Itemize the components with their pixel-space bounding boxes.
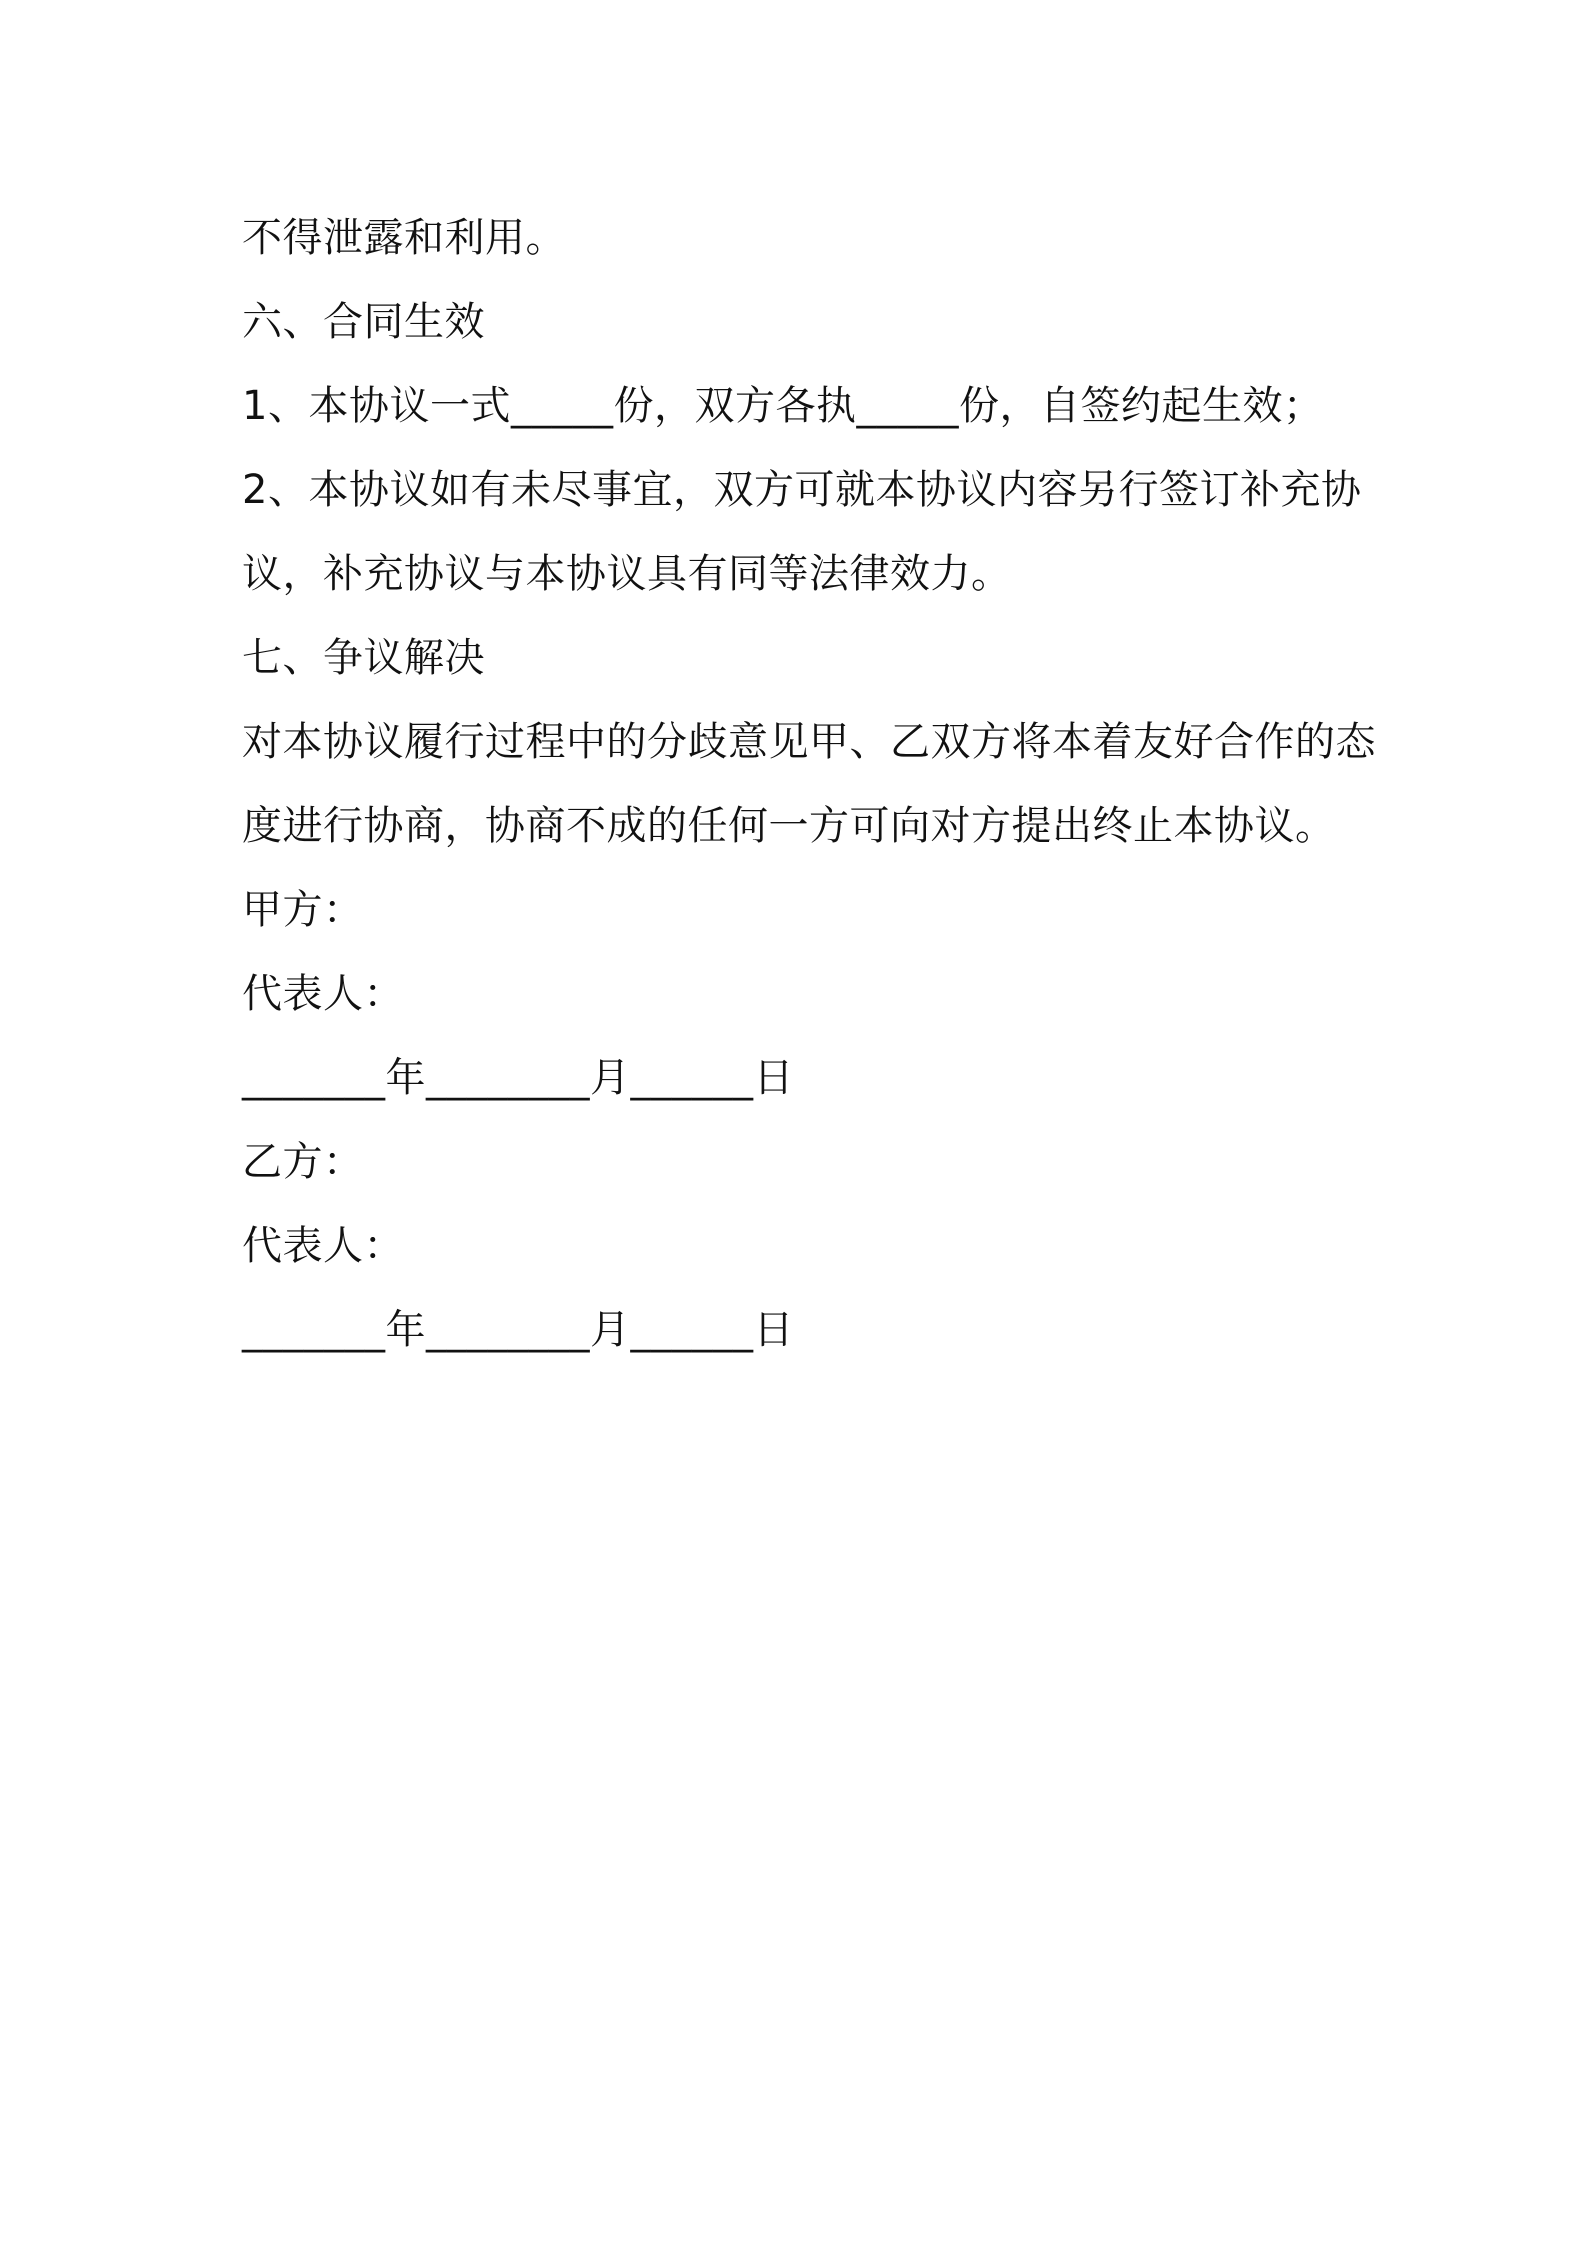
party-b-label: 乙方： — [242, 1139, 364, 1185]
party-b-representative-label: 代表人： — [242, 1223, 404, 1269]
dispute-clause-continued: 度进行协商，协商不成的任何一方可向对方提出终止本协议。 — [242, 803, 1336, 849]
party-a-label: 甲方： — [242, 887, 364, 933]
party-b-date-line: _______年________月______日 — [242, 1307, 794, 1353]
confidentiality-clause-end: 不得泄露和利用。 — [242, 215, 566, 261]
clause-supplement: 2、本协议如有未尽事宜，双方可就本协议内容另行签订补充协 — [242, 467, 1362, 513]
document-body — [242, 196, 1376, 1372]
party-a-date-line: _______年________月______日 — [242, 1055, 794, 1101]
section-heading-dispute-resolution: 七、争议解决 — [242, 635, 485, 681]
party-a-representative-label: 代表人： — [242, 971, 404, 1017]
clause-copies: 1、本协议一式_____份，双方各执_____份，自签约起生效； — [242, 383, 1324, 429]
clause-supplement-continued: 议，补充协议与本协议具有同等法律效力。 — [242, 551, 1012, 597]
dispute-clause: 对本协议履行过程中的分歧意见甲、乙双方将本着友好合作的态 — [242, 719, 1376, 765]
section-heading-contract-effect: 六、合同生效 — [242, 299, 485, 345]
